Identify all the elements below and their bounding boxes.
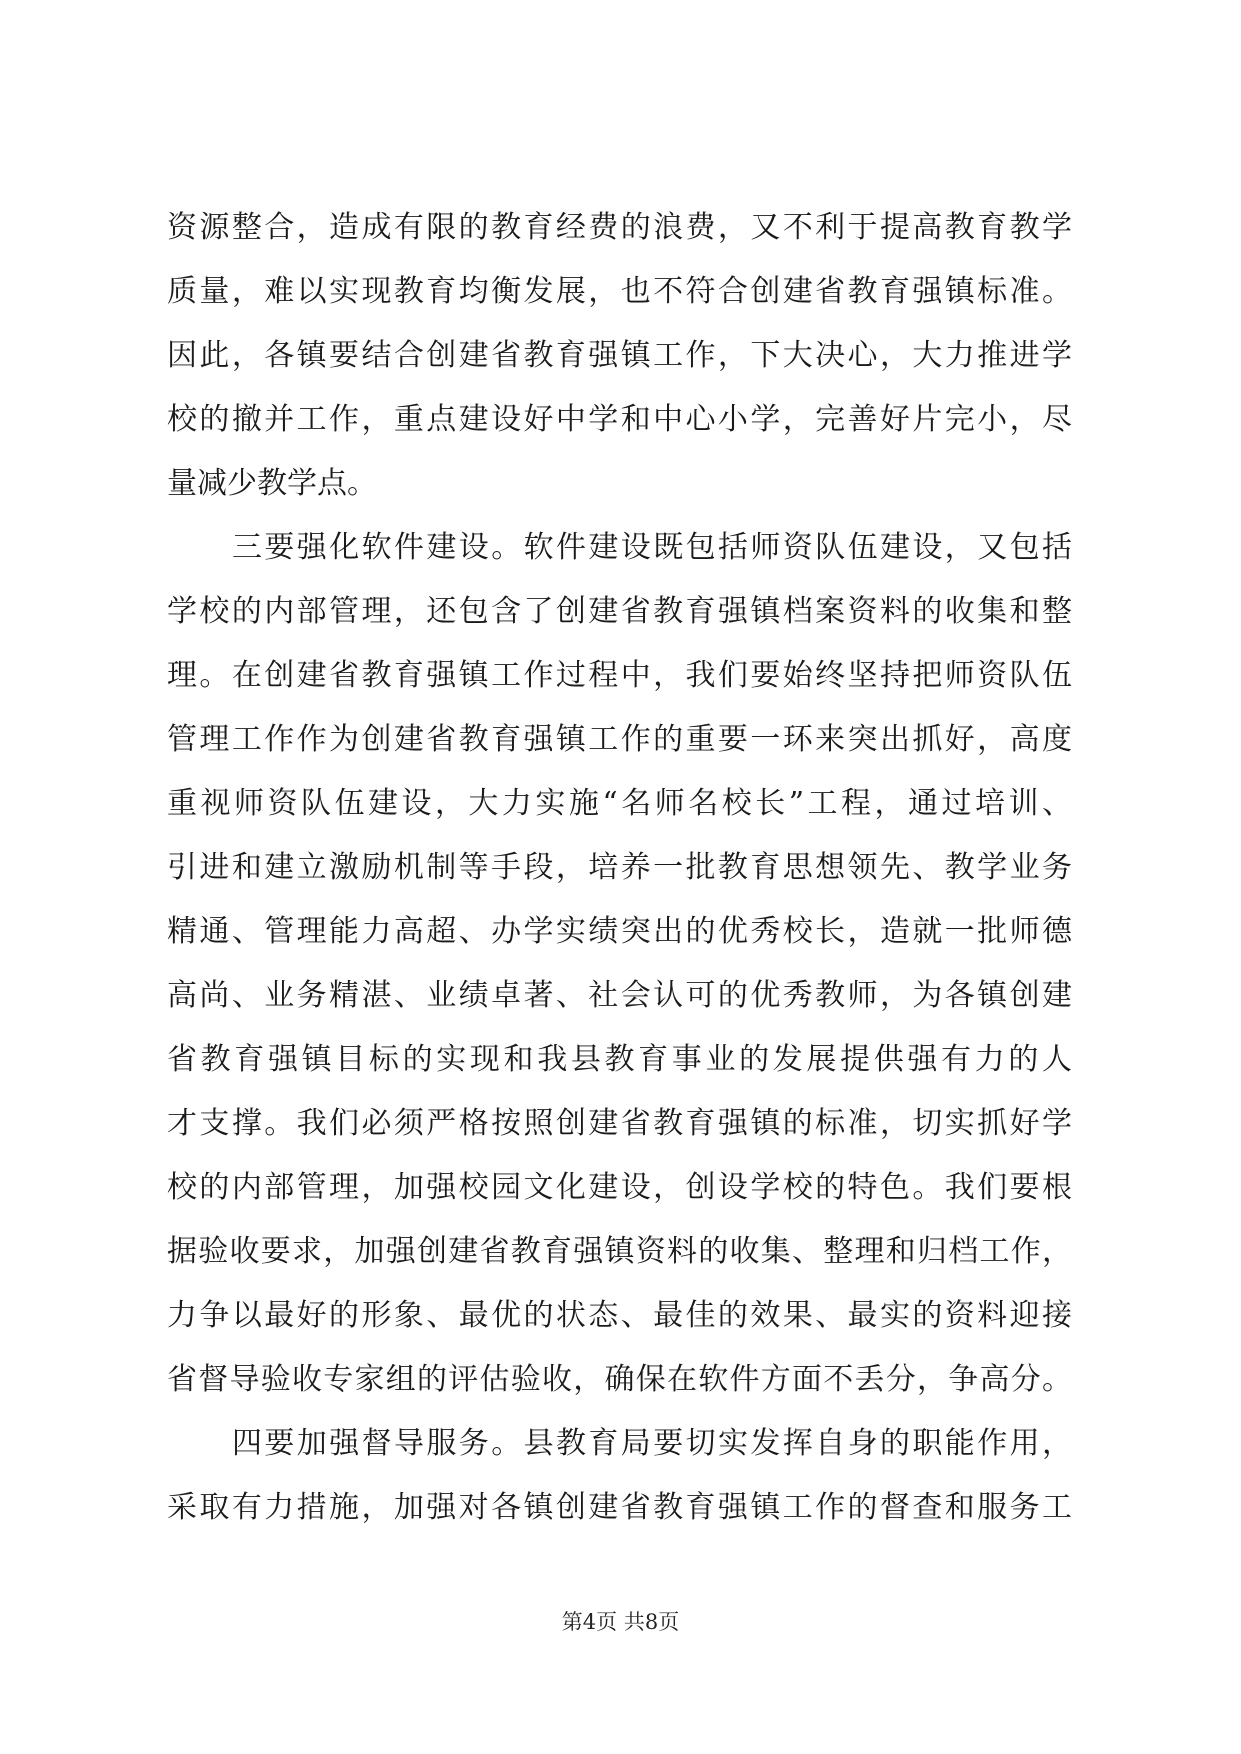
body-text-line: 省教育强镇目标的实现和我县教育事业的发展提供强有力的人 — [167, 1042, 1072, 1077]
body-text-line: 高尚、业务精湛、业绩卓著、社会认可的优秀教师，为各镇创建 — [167, 978, 1072, 1013]
body-text-line: 才支撑。我们必须严格按照创建省教育强镇的标准，切实抓好学 — [167, 1106, 1072, 1141]
paragraph-start-line: 三要强化软件建设。软件建设既包括师资队伍建设，又包括 — [232, 530, 1072, 565]
paragraph-start-line: 四要加强督导服务。县教育局要切实发挥自身的职能作用， — [232, 1426, 1072, 1461]
page-footer: 第4页 共8页 — [561, 1610, 680, 1634]
body-text-line: 精通、管理能力高超、办学实绩突出的优秀校长，造就一批师德 — [167, 914, 1072, 949]
body-text-line: 省督导验收专家组的评估验收，确保在软件方面不丢分，争高分。 — [167, 1362, 1072, 1397]
body-text-line: 量减少教学点。 — [167, 466, 377, 501]
body-text-line: 学校的内部管理，还包含了创建省教育强镇档案资料的收集和整 — [167, 594, 1072, 629]
body-text-line: 采取有力措施，加强对各镇创建省教育强镇工作的督查和服务工 — [167, 1490, 1072, 1525]
body-text-line: 管理工作作为创建省教育强镇工作的重要一环来突出抓好，高度 — [167, 722, 1072, 757]
body-text-line: 据验收要求，加强创建省教育强镇资料的收集、整理和归档工作， — [167, 1234, 1072, 1269]
body-text-line: 引进和建立激励机制等手段，培养一批教育思想领先、教学业务 — [167, 850, 1072, 885]
body-text-line: 校的撤并工作，重点建设好中学和中心小学，完善好片完小，尽 — [167, 402, 1072, 437]
body-text-line: 资源整合，造成有限的教育经费的浪费，又不利于提高教育教学 — [167, 210, 1072, 245]
body-text-line: 质量，难以实现教育均衡发展，也不符合创建省教育强镇标准。 — [167, 274, 1072, 309]
body-text-line: 力争以最好的形象、最优的状态、最佳的效果、最实的资料迎接 — [167, 1298, 1072, 1333]
body-text-line: 重视师资队伍建设，大力实施“名师名校长”工程，通过培训、 — [167, 786, 1072, 821]
body-text-line: 校的内部管理，加强校园文化建设，创设学校的特色。我们要根 — [167, 1170, 1072, 1205]
body-text-line: 因此，各镇要结合创建省教育强镇工作，下大决心，大力推进学 — [167, 338, 1072, 373]
body-text-line: 理。在创建省教育强镇工作过程中，我们要始终坚持把师资队伍 — [167, 658, 1072, 693]
